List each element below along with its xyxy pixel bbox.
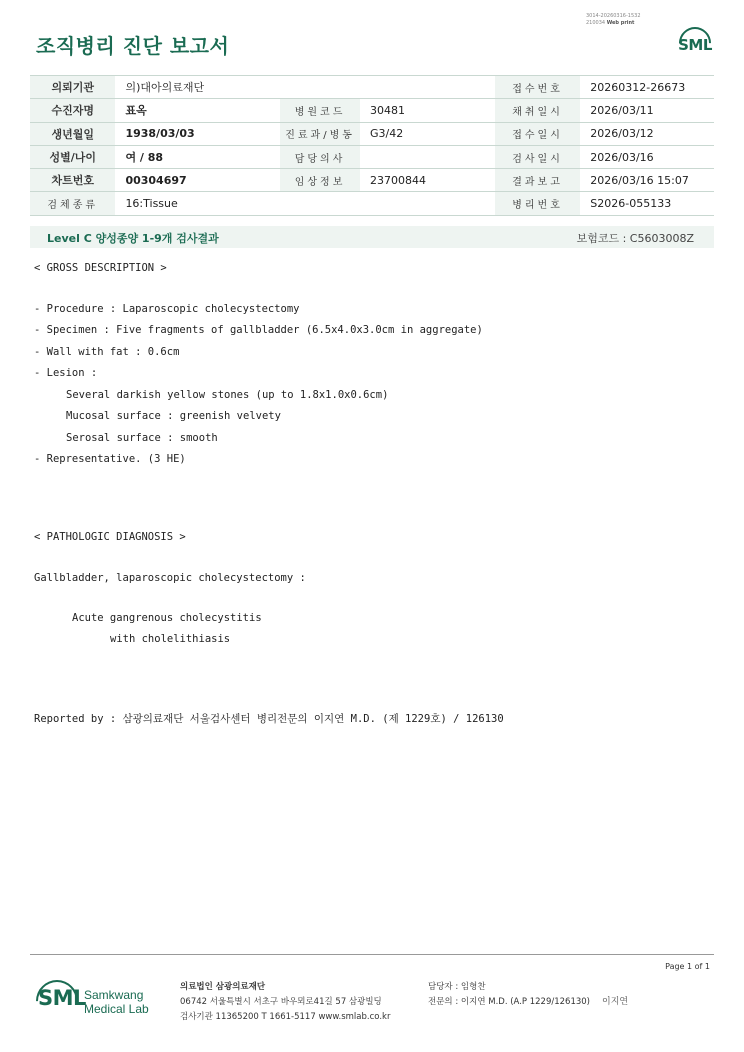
info-row [30,169,714,192]
info-label: 접수일시 [495,122,580,145]
diagnosis-line: Acute gangrenous cholecystitis [72,612,262,624]
info-label: 성별/나이 [30,145,115,168]
gross-line: - Representative. (3 HE) [34,453,186,465]
info-label: 의뢰기관 [30,76,115,99]
info-label [280,76,360,99]
info-row [30,145,714,168]
info-label: 진료과/병동 [280,122,360,145]
info-value: 30481 [360,99,495,122]
info-row [30,122,714,145]
gross-line: - Procedure : Laparoscopic cholecystectomy [34,303,300,315]
test-level-label: Level C 양성종양 1-9개 검사결과 [47,232,219,245]
info-label: 생년월일 [30,122,115,145]
info-row [30,99,714,122]
info-row [30,76,714,99]
info-value: 표옥 [115,99,280,122]
reported-by: Reported by : 삼광의료재단 서울검사센터 병리전문의 이지연 M.D. (제 1229호) / 126130 [34,713,504,725]
footer-divider [30,954,714,955]
info-value: 의)대아의료재단 [115,76,280,99]
info-label: 접수번호 [495,76,580,99]
info-row [30,192,714,215]
staff-info: 담당자 : 임형찬 전문의 : 이지연 M.D. (A.P 1229/126130) 이지연 [428,982,629,1007]
info-value [360,76,495,99]
info-value: S2026-055133 [580,192,714,215]
info-value: 20260312-26673 [580,76,714,99]
gross-line: - Wall with fat : 0.6cm [34,346,180,358]
info-value: 2026/03/16 15:07 [580,169,714,192]
patient-info-table [30,75,714,216]
diagnosis-heading: < PATHOLOGIC DIAGNOSIS > [34,531,186,543]
info-value [360,145,495,168]
org-info: 의료법인 삼광의료재단 06742 서울특별시 서초구 바우뫼로41길 57 삼광빌딩 검사기관 11365200 T 1661-5117 www.smlab.co.kr [180,982,391,1022]
diagnosis-line: with cholelithiasis [110,633,231,645]
info-label: 담당의사 [280,145,360,168]
info-label: 수진자명 [30,99,115,122]
info-label: 채취일시 [495,99,580,122]
gross-line: Several darkish yellow stones (up to 1.8x1.0x0.6cm) [66,389,389,401]
info-value: 2026/03/12 [580,122,714,145]
page-number: Page 1 of 1 [665,962,710,971]
info-label: 병리번호 [495,192,580,215]
print-stamp: 3014-20260316-1532 210034 Web print [586,13,641,26]
gross-line: Serosal surface : smooth [66,432,218,444]
info-label: 병원코드 [280,99,360,122]
info-value: 1938/03/03 [115,122,280,145]
signature: 이지연 [602,997,629,1007]
info-label: 결과보고 [495,169,580,192]
info-label [280,192,360,215]
info-value [360,192,495,215]
diagnosis-organ: Gallbladder, laparoscopic cholecystectomy : [34,572,306,584]
info-value: 23700844 [360,169,495,192]
insurance-code: 보험코드 : C5603008Z [576,232,694,245]
info-label: 검체종류 [30,192,115,215]
page-title: 조직병리 진단 보고서 [36,34,230,58]
brand-name: Samkwang Medical Lab [84,988,149,1016]
info-value: 16:Tissue [115,192,280,215]
info-value: 여 / 88 [115,145,280,168]
samkwang-logo: SML Samkwang Medical Lab [36,980,156,1026]
info-value: 2026/03/11 [580,99,714,122]
info-label: 검사일시 [495,145,580,168]
info-label: 차트번호 [30,169,115,192]
info-value: G3/42 [360,122,495,145]
gross-line: Mucosal surface : greenish velvety [66,410,281,422]
gross-line: - Specimen : Five fragments of gallbladder (6.5x4.0x3.0cm in aggregate) [34,324,483,336]
info-value: 00304697 [115,169,280,192]
info-label: 임상정보 [280,169,360,192]
sml-logo-icon: SML [676,26,714,64]
gross-line: - Lesion : [34,367,98,379]
test-level-band [30,226,714,248]
gross-heading: < GROSS DESCRIPTION > [34,262,167,274]
info-value: 2026/03/16 [580,145,714,168]
